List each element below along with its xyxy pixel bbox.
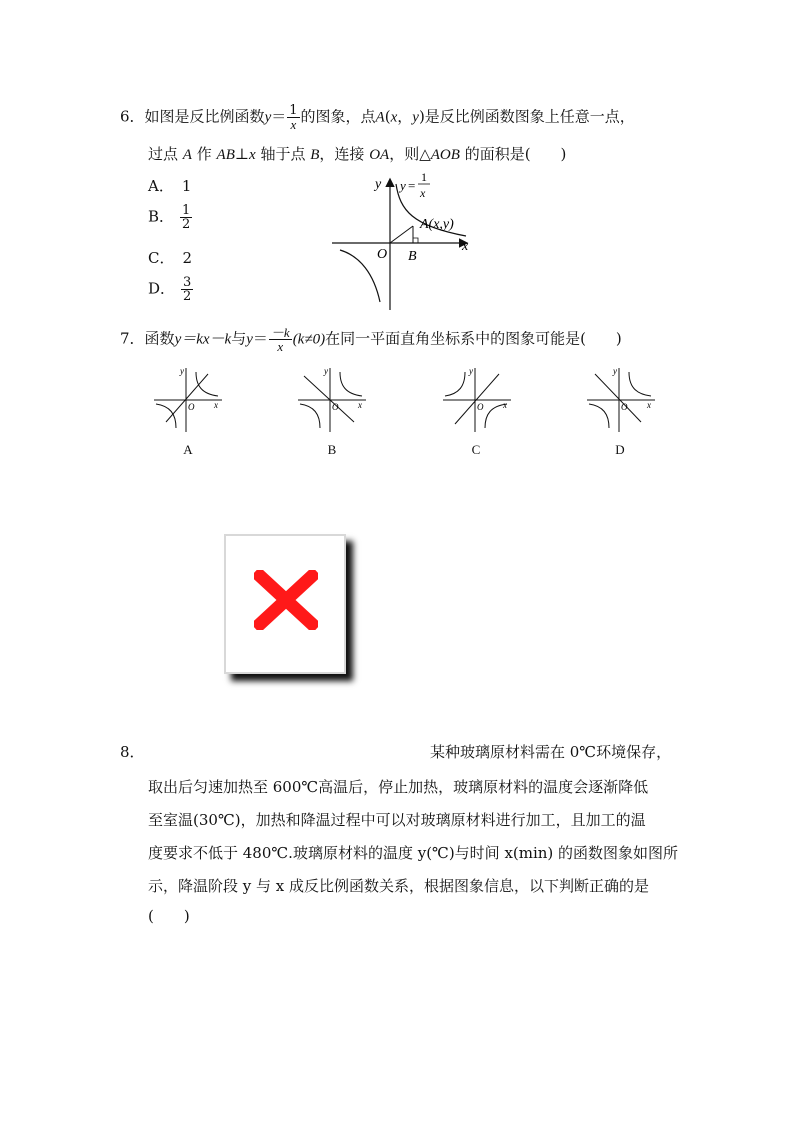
q7-choice-a-graph[interactable] (152, 364, 224, 434)
q7-fraction: $\frac{-k}{x}$ (270, 325, 290, 354)
q8-line3: 至室温(30℃)，加热和降温过程中可以对玻璃原材料进行加工，且加工的温 (148, 811, 646, 829)
q7-choice-c-graph[interactable] (441, 364, 513, 434)
q7-line1: 7．函数y＝kx－k与y＝ $\frac{-k}{x}$ (k≠0)在同一平面直角坐标系中的图象可能是( ) (120, 325, 622, 354)
q6-option-b[interactable]: B． $\frac{1}{2}$ (148, 203, 191, 232)
q6-curve-y: y (400, 178, 406, 193)
q8-line2: 取出后匀速加热至 600℃高温后，停止加热，玻璃原材料的温度会逐渐降低 (148, 778, 649, 796)
q6-curve-den: x (420, 186, 426, 200)
q8-answer-blank: ( ) (148, 907, 190, 925)
q6-curve-eq: = (408, 178, 416, 193)
q6-line1: 6．如图是反比例函数y＝ $\frac{1}{x}$ 的图象，点A(x，y)是反比例函数图象上任意一点， (120, 103, 635, 132)
segment-oa (390, 226, 413, 243)
svg-text:x: x (503, 400, 507, 410)
svg-text:O: O (332, 402, 339, 412)
q7-number: 7． (120, 329, 145, 348)
q6-option-d[interactable]: D． $\frac{3}{2}$ (148, 275, 192, 304)
q6-origin-label: O (377, 247, 388, 262)
svg-text:O: O (621, 402, 628, 412)
svg-text:y: y (613, 366, 617, 376)
q8-line1: 某种玻璃原材料需在 0℃环境保存， (430, 743, 672, 761)
q7-caption-a: A (183, 442, 193, 457)
q7-choice-b-graph[interactable] (296, 364, 368, 434)
q6-a-label: A(x,y) (420, 217, 454, 232)
q6-b-label: B (408, 249, 417, 264)
right-angle-mark (413, 238, 418, 243)
q6-curve-branch-2 (340, 250, 380, 302)
svg-text:O: O (477, 402, 484, 412)
q6-number: 6． (120, 107, 145, 126)
q8-number: 8． (120, 743, 145, 761)
q7-choice-d-graph[interactable] (585, 364, 657, 434)
svg-text:x: x (214, 400, 218, 410)
q8-line4: 度要求不低于 480℃.玻璃原材料的温度 y(℃)与时间 x(min) 的函数图象如图所 (148, 844, 679, 862)
broken-image-x-icon (254, 570, 318, 630)
q6-option-a[interactable]: A． 1 (148, 177, 192, 195)
q7-caption-b: B (327, 442, 337, 457)
q6-y-label: y (375, 177, 382, 192)
svg-text:y: y (469, 366, 473, 376)
q6-fraction: $\frac{1}{x}$ (289, 103, 298, 132)
q8-line5: 示，降温阶段 y 与 x 成反比例函数关系，根据图象信息，以下判断正确的是 (148, 877, 650, 895)
q7-caption-d: D (615, 442, 625, 457)
q6-option-c[interactable]: C． 2 (148, 249, 193, 267)
svg-text:O: O (188, 402, 195, 412)
q6-graph (330, 170, 480, 312)
q6-line2: 过点 A 作 AB⊥x 轴于点 B，连接 OA，则△AOB 的面积是( ) (148, 145, 567, 163)
q6-curve-num: 1 (421, 170, 427, 184)
svg-text:y: y (180, 366, 184, 376)
svg-text:x: x (647, 400, 651, 410)
svg-text:y: y (324, 366, 328, 376)
q6-x-label: x (462, 239, 469, 254)
broken-image-placeholder (224, 534, 350, 678)
q7-caption-c: C (471, 442, 481, 457)
svg-text:x: x (358, 400, 362, 410)
